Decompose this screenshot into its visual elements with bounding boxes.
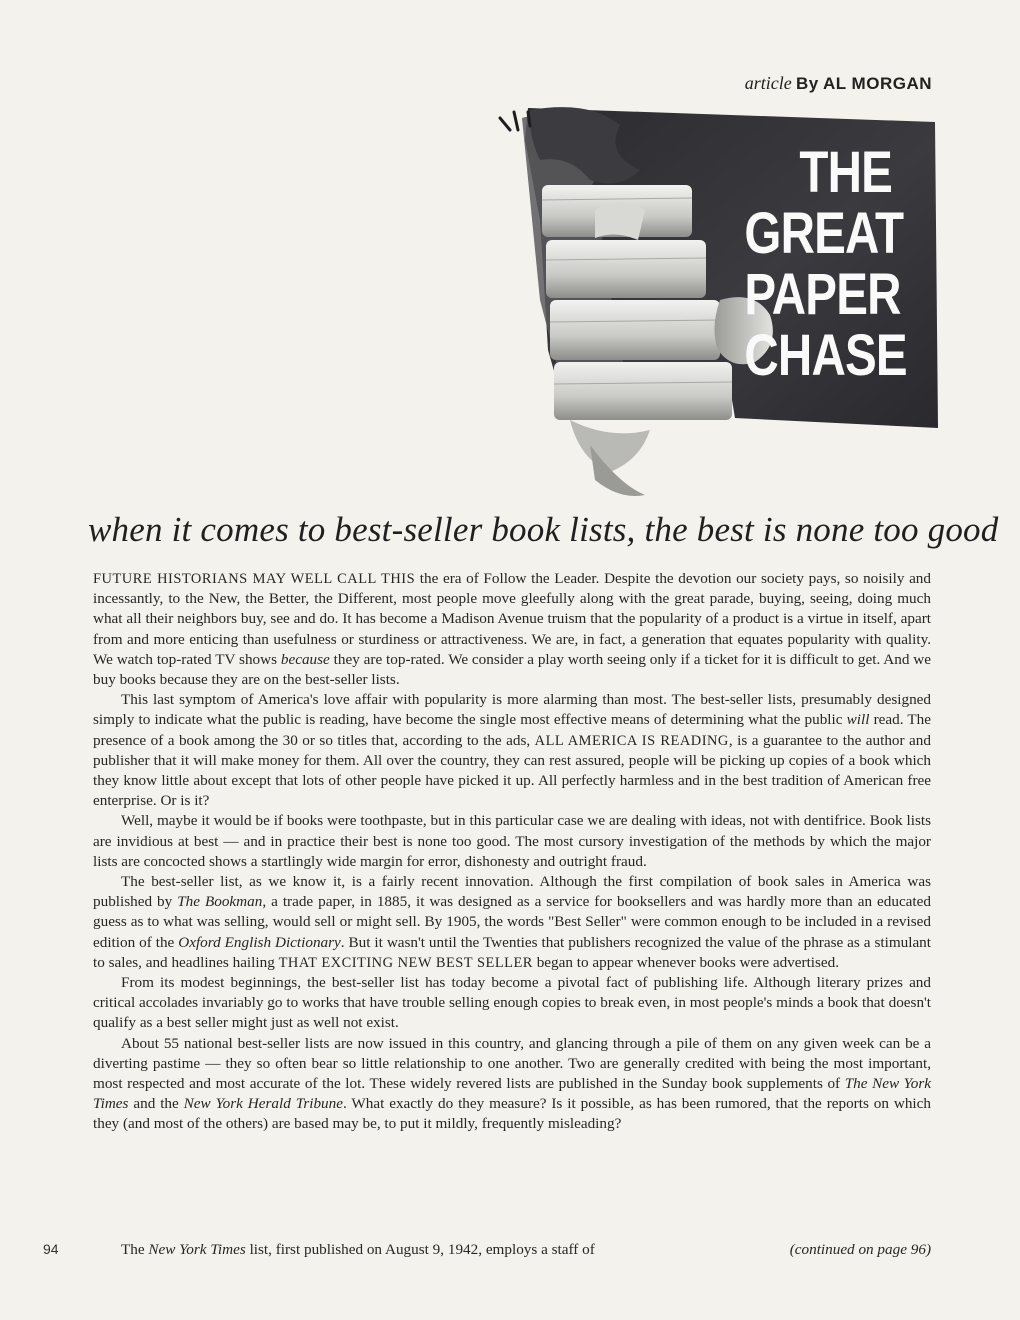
byline-kicker: article [744,73,792,93]
article-body [93,569,931,1135]
article-deck: when it comes to best-seller book lists, the best is none too good [88,510,999,549]
page-footer [93,1240,931,1260]
byline [745,73,932,94]
lead-in: FUTURE HISTORIANS MAY WELL CALL THIS [93,571,416,587]
paper-curl-mid [595,203,645,241]
page-number: 94 [43,1241,59,1257]
title-line-2: GREAT [744,201,904,266]
paragraph-4: The best-seller list, as we know it, is a fairly recent innovation. Although the first compilation of book sales in America was published by The Bookman, a trade paper, in 1885, it was designed as a service for booksellers and was hardly more than an educated guess as to what was selling, would sell or might sell. By 1905, the words "Best Seller" were common enough to be included in a revised edition of the Oxford English Dictionary. But it wasn't until the Twenties that publishers recognized the value of the phrase as a stimulant to sales, and headlines hailing THAT EXCITING NEW BEST SELLER began to appear whenever books were advertised. [93,873,931,971]
title-line-4: CHASE [744,323,907,388]
byline-author: AL MORGAN [822,74,932,93]
title-line-1: THE [799,140,892,205]
paragraph-1: FUTURE HISTORIANS MAY WELL CALL THIS the era of Follow the Leader. Despite the devotion our society pays, so noisily and incessantly, to the New, the Better, the Different, most people move gleefully along with the great parade, buying, seeing, doing much what all their neighbors buy, see and do. It has become a Madison Avenue truism that the popularity of a product is a virtue in itself, apart from and more enticing than usefulness or sturdiness or attractiveness. We are, in fact, a generation that equates popularity with quality. We watch top-rated TV shows because they are top-rated. We consider a play worth seeing only if a ticket for it is difficult to get. And we buy books because they are on the best-seller lists. [93,570,931,689]
paragraph-2: This last symptom of America's love affair with popularity is more alarming than most. The best-seller lists, presumably designed simply to indicate what the public is reading, have become the single most effective means of determining what the public will read. The presence of a book among the 30 or so titles that, according to the ads, ALL AMERICA IS READING, is a guarantee to the author and publisher that it will make money for them. All over the country, they can rest assured, people will be picking up copies of a book which they know little about except that lots of other people have picked it up. All perfectly harmless and in the best tradition of American free enterprise. Or is it? [93,691,931,810]
byline-by: By [796,74,819,93]
article-title [744,140,907,388]
continued-link[interactable]: (continued on page 96) [789,1241,931,1258]
paper-scraps-bottom [570,420,650,472]
paragraph-6: About 55 national best-seller lists are now issued in this country, and glancing through a pile of them on any given week can be a diverting pastime — they so often bear so little relationship to one another. Two are generally credited with being the most important, most respected and most accurate of the lot. These widely revered lists are published in the Sunday book supplements of The New York Times and the New York Herald Tribune. What exactly do they measure? Is it possible, as has been rumored, that the reports on which they (and most of the others) are based may be, to put it mildly, frequently misleading? [93,1034,931,1133]
title-line-3: PAPER [744,262,901,327]
paragraph-3: Well, maybe it would be if books were toothpaste, but in this particular case we are dealing with ideas, not with dentifrice. Book lists are invidious at best — and in practice their best is none too good. The most cursory investigation of the methods by which the major lists are concocted shows a startlingly wide margin for error, dishonesty and outright fraud. [93,812,931,870]
paragraph-7: The New York Times list, first published on August 9, 1942, employs a staff of [121,1241,595,1258]
paragraph-5: From its modest beginnings, the best-seller list has today become a pivotal fact of publishing life. Although literary prizes and critical accolades invariably go to works that have trouble selling enough copies to break even, in most people's minds a book that doesn't qualify as a best seller might just as well not exist. [93,974,931,1032]
